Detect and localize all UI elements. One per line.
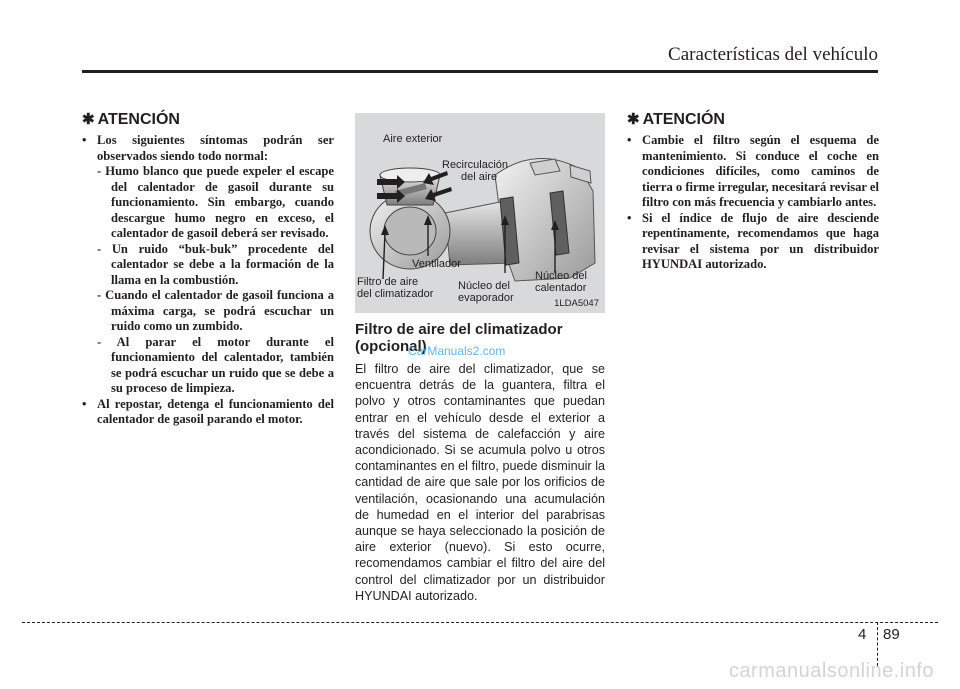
label-recirculation-1: Recirculación: [442, 159, 509, 171]
running-header: Características del vehículo: [668, 44, 878, 65]
list-item: • Al repostar, detenga el funcionamiento del calentador de gasoil parando el motor.: [82, 397, 334, 428]
label-filter-2: del climatizador: [357, 288, 434, 300]
section-title: Filtro de aire del climatizador (opcional): [355, 321, 563, 355]
label-fan: Ventilador: [412, 258, 461, 270]
label-evaporator-1: Núcleo del: [458, 280, 510, 292]
page-number: 89: [883, 626, 900, 643]
figure-code: 1LDA5047: [554, 298, 599, 309]
attention-list-right: [627, 133, 879, 273]
label-heater-2: calentador: [535, 282, 587, 294]
label-recirculation-2: del aire: [461, 171, 498, 183]
sub-list-item: - Cuando el calentador de gasoil funciona a máxima carga, se podrá escuchar un ruido como un zumbido.: [97, 288, 334, 333]
sub-list: [97, 164, 334, 397]
sub-list-item: - Un ruido “buk-buk” procedente del calentador se debe a la formación de la llama en la combustión.: [97, 241, 334, 287]
hvac-diagram: [355, 113, 605, 313]
middle-column: [355, 113, 605, 604]
footer-rule: [22, 622, 938, 623]
attention-heading-right: ✱ ATENCIÓN: [627, 111, 725, 128]
label-outside-air: Aire exterior: [383, 133, 443, 145]
asterisk-icon: ✱: [627, 111, 640, 128]
list-item: • Si el índice de flujo de aire desciende repentinamente, recomendamos que haga revisar el sistema por un distribuidor HYUNDAI autorizado.: [627, 211, 879, 273]
body-paragraph: El filtro de aire del climatizador, que se encuentra detrás de la guantera, filtra el polvo y otros contaminantes que puedan entrar en el vehículo desde el exterior a través del sistema de calefacción y aire acondicionado. Si se acumula polvo u otros contaminantes en el filtro, puede disminuir la cantidad de aire que sale por los orificios de ventilación, ocasionando una acumulación de humedad en el interior del parabrisas aunque se haya seleccionado la posición de aire exterior (nuevo). Si esto ocurre, recomendamos cambiar el filtro del aire del control del climatizador por un distribuidor HYUNDAI autorizado.: [355, 362, 605, 603]
sub-list-item: - Humo blanco que puede expeler el escape del calentador de gasoil durante su funcionamiento. Sin embargo, cuando descargue humo negro en exceso, el calentador de gasoil deberá ser revisado.: [97, 164, 334, 240]
asterisk-icon: ✱: [82, 111, 95, 128]
sub-list-item: - Al parar el motor durante el funcionamiento del calentador, también se podrá escuchar un ruido que se debe a su proceso de limpieza.: [97, 334, 334, 395]
label-heater-1: Núcleo del: [535, 270, 587, 282]
list-item: • Los siguientes síntomas podrán ser observados siendo todo normal: - Humo blanco que puede expeler el escape del calentador de gasoil durante su funcionamiento. Sin embargo, cuando descargue humo negro en exceso, el calentador de gasoil deberá ser revisado. - Un ruido “buk-buk” procedente del calentador se debe a la formación de la llama en la combustión. - Cuando el calentador de gasoil funciona a máxima carga, se podrá escuchar un ruido como un zumbido. - Al parar el motor durante el funcionamiento del calentador, también se podrá escuchar un ruido que se debe a su proceso de limpieza.: [82, 133, 334, 397]
attention-list-left: [82, 133, 334, 428]
label-filter-1: Filtro de aire: [357, 276, 419, 288]
header-rule: [82, 70, 878, 73]
left-column: [82, 110, 334, 428]
right-column: [627, 110, 879, 273]
inline-watermark: CarManuals2.com: [408, 344, 506, 358]
list-item: • Cambie el filtro según el esquema de mantenimiento. Si conduce el coche en condiciones difíciles, como caminos de tierra o firme irregular, necesitará revisar el filtro con más frecuencia y cambiarlo antes.: [627, 133, 879, 211]
attention-heading-left: ✱ ATENCIÓN: [82, 111, 180, 128]
label-evaporator-2: evaporador: [458, 292, 514, 304]
site-watermark: carmanualsonline.info: [728, 660, 934, 682]
chapter-number: 4: [858, 626, 867, 643]
